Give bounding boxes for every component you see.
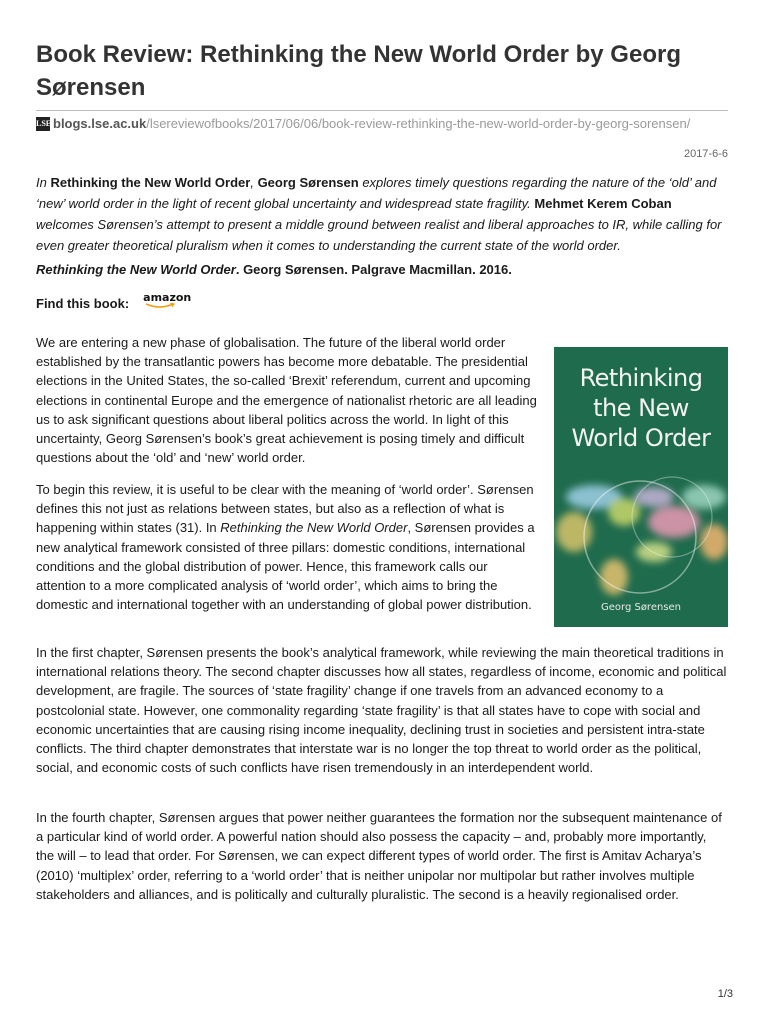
cover-title-line-3: World Order [571, 424, 711, 452]
book-cover-image [554, 347, 728, 627]
p2-book-title: Rethinking the New World Order [220, 520, 408, 536]
lead-text-1: explores timely questions regarding the nature of the ‘old’ and ‘new’ world order in the light of recent global uncertainty and widespread state fragility. [36, 175, 717, 211]
body-paragraph-1: We are entering a new phase of globalisation. The future of the liberal world order established by the transatlantic powers has become more debatable. The presidential elections in the United States, the so-called ‘Brexit’ referendum, current and upcoming elections in continental Europe and the emergence of nationalist rhetoric are all leading us to ask significant questions about liberal politics across the world. In light of this uncertainty, Georg Sørensen’s book’s great achievement is posing timely and difficult questions about the ‘old’ and ‘new’ world order. [36, 335, 537, 466]
lead-book-title: Rethinking the New World Order [50, 175, 251, 190]
p2-text-a: To begin this review, it is useful to be clear with the meaning of ‘world order’. Sørensen defines this not just as relations between states, but also as a reflection of what is happening within states (31). In [36, 482, 534, 536]
cover-title-line-2: the New [593, 394, 689, 422]
lead-text-2: welcomes Sørensen’s attempt to present a middle ground between realist and liberal approaches to IR, while calling for even greater theoretical pluralism when it comes to understanding the current state of the world order. [36, 217, 722, 253]
source-url[interactable] [36, 116, 690, 131]
page-title: Book Review: Rethinking the New World Order by Georg Sørensen [36, 41, 681, 101]
lead-author: Georg Sørensen [257, 175, 359, 190]
lead-reviewer: Mehmet Kerem Coban [534, 196, 672, 211]
url-domain[interactable]: blogs.lse.ac.uk [53, 116, 147, 131]
citation-details: . Georg Sørensen. Palgrave Macmillan. 2016. [235, 262, 512, 277]
cover-author: Georg Sørensen [600, 602, 682, 613]
lead-paragraph [36, 172, 728, 256]
body-paragraph-3: In the first chapter, Sørensen presents the book’s analytical framework, while reviewing the main theoretical traditions in international relations theory. The second chapter discusses how all states, regardless of income, economic and political development, are fragile. The sources of ‘state fragility’ change if one travels from an advanced economy to a postcolonial state. However, one commonality regarding ‘state fragility’ is that all states have to cope with social and economic uncertainties that are causing rising income inequality, declining trust in societies and persistent intra-state conflicts. The third chapter demonstrates that interstate war is no longer the top threat to world order as the political, social, and economic costs of such conflicts have risen tremendously in an interdependent world. [36, 645, 727, 776]
citation-book-title: Rethinking the New World Order [36, 262, 236, 277]
page-number: 1/3 [717, 988, 733, 1000]
lse-logo-icon: LSE [36, 117, 50, 131]
title-divider [36, 110, 728, 111]
amazon-smile-icon [145, 303, 175, 309]
cover-title [554, 363, 728, 453]
amazon-link[interactable] [143, 291, 191, 304]
amazon-logo-text: amazon [143, 291, 192, 304]
cover-title-line-1: Rethinking [579, 364, 703, 392]
url-path[interactable]: /lsereviewofbooks/2017/06/06/book-review-rethinking-the-new-world-order-by-georg-sorensen/ [146, 116, 691, 131]
lead-in: In [36, 175, 47, 190]
lead-comma: , [250, 175, 254, 190]
find-label: Find this book: [36, 296, 130, 311]
publish-date: 2017-6-6 [683, 148, 728, 160]
body-paragraph-4: In the fourth chapter, Sørensen argues that power neither guarantees the formation nor the subsequent maintenance of a particular kind of world order. A powerful nation should also possess the capacity – and, probably more importantly, the will – to lead that order. For Sørensen, we can expect different types of world order. The first is Amitav Acharya’s (2010) ‘multiplex’ order, referring to a ‘world order’ that is neither unipolar nor multipolar but rather involves multiple stakeholders and alliances, and is politically and culturally pluralistic. The second is a heavily regionalised order. [36, 810, 722, 902]
p2-text-b: , Sørensen provides a new analytical framework consisted of three pillars: domestic conditions, international conditions and the global distribution of power. Hence, this framework calls our attention to a more complicated analysis of ‘world order’, which aims to bring the domestic and international together with an understanding of global power distribution. [36, 520, 535, 613]
find-this-book [36, 291, 192, 311]
book-citation [36, 262, 512, 277]
body-paragraph-2 [36, 480, 538, 614]
